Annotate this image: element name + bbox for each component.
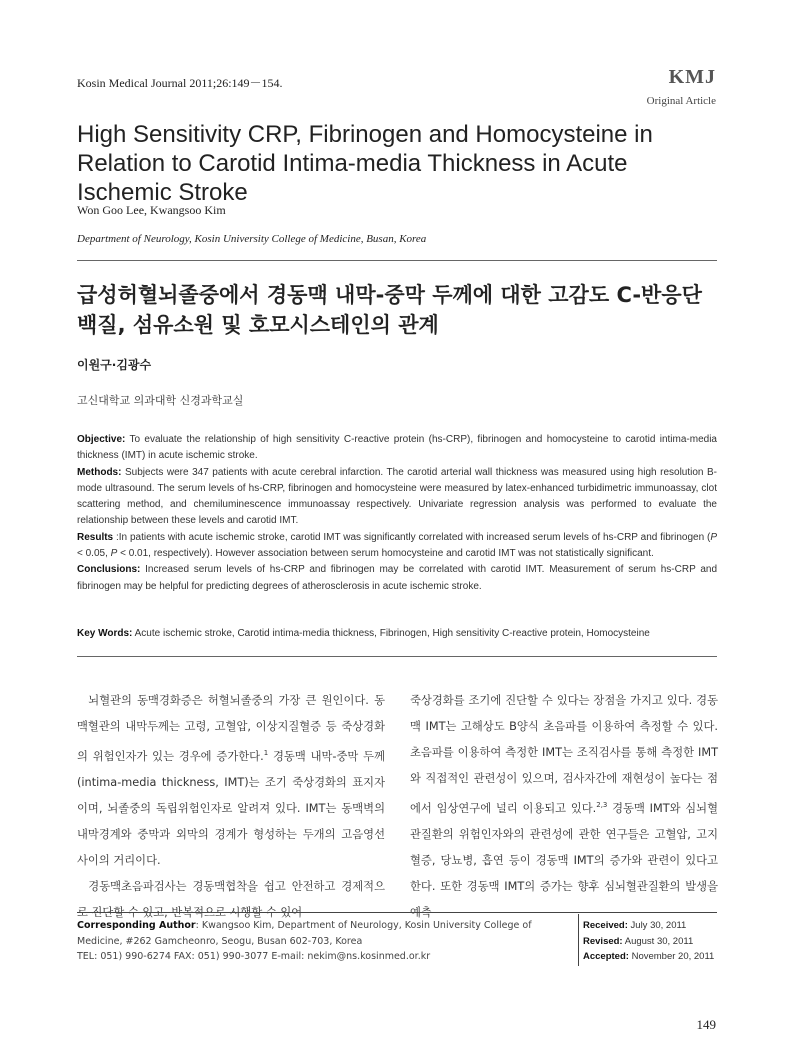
body-column-right [410, 688, 718, 919]
corr-line-2: Medicine, #262 Gamcheonro, Seogu, Busan 602-703, Korea [77, 935, 363, 947]
authors-korean: 이원구·김광수 [77, 358, 152, 372]
received-date [583, 918, 714, 934]
body-text: 경동맥 IMT와 심뇌혈관질환의 위험인자와의 관련성에 관한 연구들은 고혈압, 고지혈증, 당뇨병, 흡연 등이 경동맥 IMT의 증가와 관련이 있다고 한다. 또한 경동맥 IMT의 증가는 향후 심뇌혈관질환의 발생을 예측 [410, 801, 718, 919]
corr-line-1 [77, 918, 567, 934]
keywords [77, 628, 717, 639]
article-type: Original Article [646, 95, 716, 107]
received-value: July 30, 2011 [630, 920, 687, 931]
abstract-conclusions [77, 562, 717, 595]
body-divider [77, 656, 717, 657]
revised-value: August 30, 2011 [624, 935, 694, 947]
affiliation-english: Department of Neurology, Kosin University College of Medicine, Busan, Korea [77, 233, 427, 245]
affiliation-korean: 고신대학교 의과대학 신경과학교실 [77, 394, 244, 407]
abstract-objective [77, 432, 717, 465]
footer-vertical-divider [578, 914, 579, 966]
accepted-label: Accepted: [583, 951, 629, 962]
article-title-english: High Sensitivity CRP, Fibrinogen and Homocysteine in Relation to Carotid Intima-media Thickness in Acute Ischemic Stroke [77, 121, 653, 206]
corr-text: : Kwangsoo Kim, Department of Neurology, Kosin University College of [195, 920, 532, 931]
revised-date [583, 934, 714, 950]
body-paragraph [410, 688, 718, 926]
footer-divider [77, 912, 717, 913]
objective-text: To evaluate the relationship of high sensitivity C-reactive protein (hs-CRP), fibrinogen and homocysteine to carotid intima-media thickness (IMT) in acute ischemic stroke. [77, 434, 717, 462]
article-dates [583, 918, 714, 965]
authors-english: Won Goo Lee, Kwangsoo Kim [77, 203, 226, 217]
accepted-value: November 20, 2011 [631, 951, 715, 962]
abstract-methods [77, 465, 717, 530]
revised-label: Revised: [583, 935, 623, 947]
objective-label: Objective: [77, 434, 126, 445]
body-paragraph: 경동맥초음파검사는 경동맥협착을 쉽고 안전하고 경제적으로 진단할 수 있고, 반복적으로 시행할 수 있어 [77, 879, 385, 919]
article-title-korean: 급성허혈뇌졸중에서 경동맥 내막-중막 두께에 대한 고감도 C-반응단백질, 섬유소원 및 호모시스테인의 관계 [77, 283, 702, 337]
body-text: 죽상경화를 조기에 진단할 수 있다는 장점을 가지고 있다. 경동맥 IMT는 고해상도 B양식 초음파를 이용하여 측정할 수 있다. 초음파를 이용하여 측정한 IMT는 조직검사를 통해 측정한 IMT와 직접적인 관련성이 있으며, 검사자간에 재현성이 높다는 점에서 임상연구에 널리 이용되고 있다. [410, 694, 718, 815]
corresponding-author [77, 918, 567, 965]
citation-ref: 2,3 [596, 801, 608, 809]
results-text-3: < 0.01, respectively). However association between serum homocysteine and carotid IMT was not statistically significant. [117, 548, 654, 560]
title-divider [77, 260, 717, 261]
accepted-date [583, 949, 714, 965]
body-column-left [77, 688, 385, 919]
journal-logo: KMJ [668, 66, 716, 88]
page-number: 149 [696, 1017, 716, 1032]
abstract-results [77, 530, 717, 563]
p-value-symbol: P [110, 548, 118, 560]
keywords-label: Key Words: [77, 628, 133, 639]
conclusions-label: Conclusions: [77, 564, 141, 576]
methods-label: Methods: [77, 466, 122, 478]
p-value-symbol: P [710, 531, 718, 543]
corr-line-3: TEL: 051) 990-6274 FAX: 051) 990-3077 E-mail: nekim@ns.kosinmed.or.kr [77, 951, 431, 962]
received-label: Received: [583, 920, 628, 931]
abstract [77, 432, 717, 595]
corr-label: Corresponding Author [77, 920, 196, 931]
conclusions-text: Increased serum levels of hs-CRP and fibrinogen may be correlated with carotid IMT. Measurement of serum hs-CRP and fibrinogen may be helpful for predicting degrees of atherosclerosis in acute ischemic stroke. [77, 564, 718, 592]
body-paragraph [77, 688, 385, 874]
body-text: 경동맥 내막-중막 두께(intima-media thickness, IMT)는 조기 죽상경화의 표지자이며, 뇌졸중의 독립위험인자로 알려져 있다. IMT는 동맥벽의 내막경계와 중막과 외막의 경계가 형성하는 두개의 고음영선 사이의 거리이다. [77, 749, 385, 867]
results-label: Results [77, 531, 114, 543]
keywords-text: Acute ischemic stroke, Carotid intima-media thickness, Fibrinogen, High sensitivity C-reactive protein, Homocysteine [134, 628, 650, 639]
citation-ref: 1 [263, 749, 269, 757]
methods-text: Subjects were 347 patients with acute cerebral infarction. The carotid arterial wall thickness was measured using high resolution B-mode ultrasound. The serum levels of hs-CRP, fibrinogen and homocysteine were measured by latex-enhanced turbidimetric immunoassay, clot scattering method, and chemiluminescence immunoassay respectively. Univariate regression analysis was performed to evaluate the relationship between these levels and carotid IMT. [77, 466, 718, 527]
results-text-2: < 0.05, [77, 548, 111, 560]
body-text: 뇌혈관의 동맥경화증은 허혈뇌졸중의 가장 큰 원인이다. 동맥혈관의 내막두께는 고령, 고혈압, 이상지질혈증 등 죽상경화의 위험인자가 있는 경우에 증가한다. [77, 694, 385, 763]
journal-citation: Kosin Medical Journal 2011;26:149－154. [77, 76, 283, 90]
results-text-1: :In patients with acute ischemic stroke, carotid IMT was significantly correlated with increased serum levels of hs-CRP and fibrinogen ( [116, 531, 711, 543]
